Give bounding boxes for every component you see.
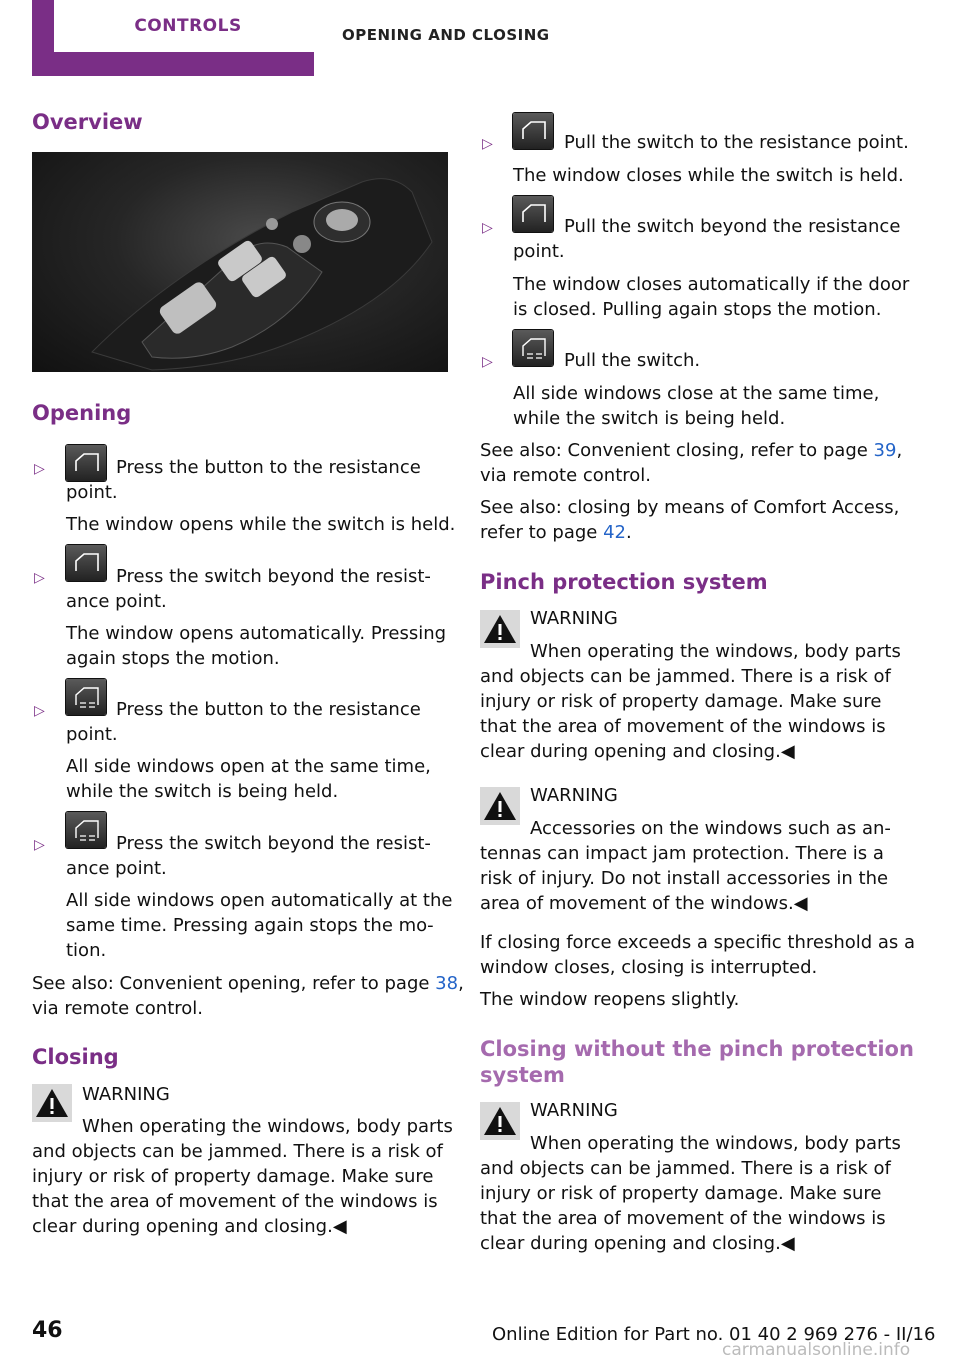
window-switch-icon [513, 113, 553, 149]
opening-item-2-cont: ance point. [66, 591, 167, 612]
opening-item-2-desc1: The window opens automatically. Pressing [66, 623, 447, 644]
opening-item-2-desc2: again stops the motion. [66, 648, 280, 669]
opening-item-1-text: Press the button to the resistance [116, 457, 421, 478]
warning-text: area of movement of the windows.◀ [480, 893, 808, 914]
bullet-marker: ▷ [34, 837, 45, 853]
warning-text: tennas can impact jam protection. There is a [480, 843, 884, 864]
closing-item-2-desc2: is closed. Pulling again stops the motion. [513, 299, 882, 320]
window-switch-icon [66, 445, 106, 481]
warning-label: WARNING [82, 1084, 170, 1105]
page-number: 46 [32, 1318, 63, 1343]
page-link-39[interactable]: 39 [873, 440, 897, 461]
opening-item-3-desc2: while the switch is being held. [66, 781, 339, 802]
warning-icon [480, 787, 520, 825]
warning-text: When operating the windows, body parts [530, 641, 901, 662]
warning-text: injury or risk of property damage. Make sure [480, 691, 882, 712]
closing-item-3-desc1: All side windows close at the same time, [513, 383, 880, 404]
paragraph: window closes, closing is interrupted. [480, 957, 818, 978]
opening-item-4-desc3: tion. [66, 940, 107, 961]
closing-without-heading-line2: system [480, 1063, 565, 1087]
warning-label: WARNING [530, 608, 618, 629]
opening-item-1-desc: The window opens while the switch is held. [66, 514, 456, 535]
warning-text: that the area of movement of the windows is [480, 1208, 886, 1229]
opening-item-4-text: Press the switch beyond the resist‐ [116, 833, 431, 854]
warning-text: and objects can be jammed. There is a risk of [32, 1141, 443, 1162]
closing-item-2-text: Pull the switch beyond the resistance [564, 216, 901, 237]
watermark: carmanualsonline.info [722, 1340, 911, 1360]
closing-item-1-text: Pull the switch to the resistance point. [564, 132, 909, 153]
opening-item-3-cont: point. [66, 724, 118, 745]
warning-text: Accessories on the windows such as an‐ [530, 818, 891, 839]
opening-item-4-desc1: All side windows open automatically at the [66, 890, 453, 911]
see-also-closing-line2: via remote control. [480, 465, 651, 486]
warning-icon [480, 1102, 520, 1140]
section-title: OPENING AND CLOSING [342, 26, 550, 44]
paragraph: If closing force exceeds a specific threshold as a [480, 932, 916, 953]
paragraph: The window reopens slightly. [480, 989, 740, 1010]
opening-item-1-cont: point. [66, 482, 118, 503]
opening-item-3-desc1: All side windows open at the same time, [66, 756, 431, 777]
page-link-38[interactable]: 38 [435, 973, 459, 994]
see-also-opening-line2: via remote control. [32, 998, 203, 1019]
bullet-marker: ▷ [34, 461, 45, 477]
warning-text: clear during opening and closing.◀ [480, 741, 795, 762]
all-windows-switch-icon [513, 330, 553, 366]
closing-item-2-desc1: The window closes automatically if the door [513, 274, 910, 295]
closing-item-2-cont: point. [513, 241, 565, 262]
bullet-marker: ▷ [482, 220, 493, 236]
window-switch-icon [513, 196, 553, 232]
bullet-marker: ▷ [482, 136, 493, 152]
warning-text: that the area of movement of the windows is [480, 716, 886, 737]
warning-text: that the area of movement of the windows is [32, 1191, 438, 1212]
warning-text: injury or risk of property damage. Make sure [480, 1183, 882, 1204]
bullet-marker: ▷ [34, 703, 45, 719]
window-switch-photo [32, 152, 448, 372]
warning-text: When operating the windows, body parts [530, 1133, 901, 1154]
warning-text: injury or risk of property damage. Make sure [32, 1166, 434, 1187]
all-windows-switch-icon [66, 812, 106, 848]
chapter-tab-label: CONTROLS [54, 0, 322, 52]
warning-icon [480, 610, 520, 648]
edition-info: Online Edition for Part no. 01 40 2 969 276 - II/16 [492, 1324, 936, 1345]
warning-text: and objects can be jammed. There is a risk of [480, 666, 891, 687]
warning-text: risk of injury. Do not install accessories in the [480, 868, 889, 889]
warning-text: and objects can be jammed. There is a risk of [480, 1158, 891, 1179]
warning-label: WARNING [530, 1100, 618, 1121]
closing-without-heading: Closing without the pinch protection [480, 1037, 914, 1061]
closing-item-1-desc: The window closes while the switch is held. [513, 165, 904, 186]
closing-item-3-text: Pull the switch. [564, 350, 701, 371]
warning-icon [32, 1084, 72, 1122]
closing-heading: Closing [32, 1045, 119, 1069]
warning-text: clear during opening and closing.◀ [32, 1216, 347, 1237]
warning-text: clear during opening and closing.◀ [480, 1233, 795, 1254]
opening-item-2-text: Press the switch beyond the resist‐ [116, 566, 431, 587]
opening-heading: Opening [32, 401, 132, 425]
page-link-42[interactable]: 42 [603, 522, 626, 543]
chapter-tab [32, 0, 314, 76]
window-switch-icon [66, 545, 106, 581]
warning-label: WARNING [530, 785, 618, 806]
see-also-closing: See also: Convenient closing, refer to page 39, [480, 440, 903, 461]
all-windows-switch-icon [66, 679, 106, 715]
warning-text: When operating the windows, body parts [82, 1116, 453, 1137]
see-also-opening: See also: Convenient opening, refer to page 38, [32, 973, 464, 994]
opening-item-4-cont: ance point. [66, 858, 167, 879]
overview-heading: Overview [32, 110, 143, 134]
opening-item-4-desc2: same time. Pressing again stops the mo‐ [66, 915, 434, 936]
see-also-comfort-line2: refer to page 42. [480, 522, 632, 543]
closing-item-3-desc2: while the switch is being held. [513, 408, 786, 429]
opening-item-3-text: Press the button to the resistance [116, 699, 421, 720]
bullet-marker: ▷ [34, 570, 45, 586]
see-also-comfort: See also: closing by means of Comfort Access, [480, 497, 900, 518]
pinch-protection-heading: Pinch protection system [480, 570, 768, 594]
bullet-marker: ▷ [482, 354, 493, 370]
